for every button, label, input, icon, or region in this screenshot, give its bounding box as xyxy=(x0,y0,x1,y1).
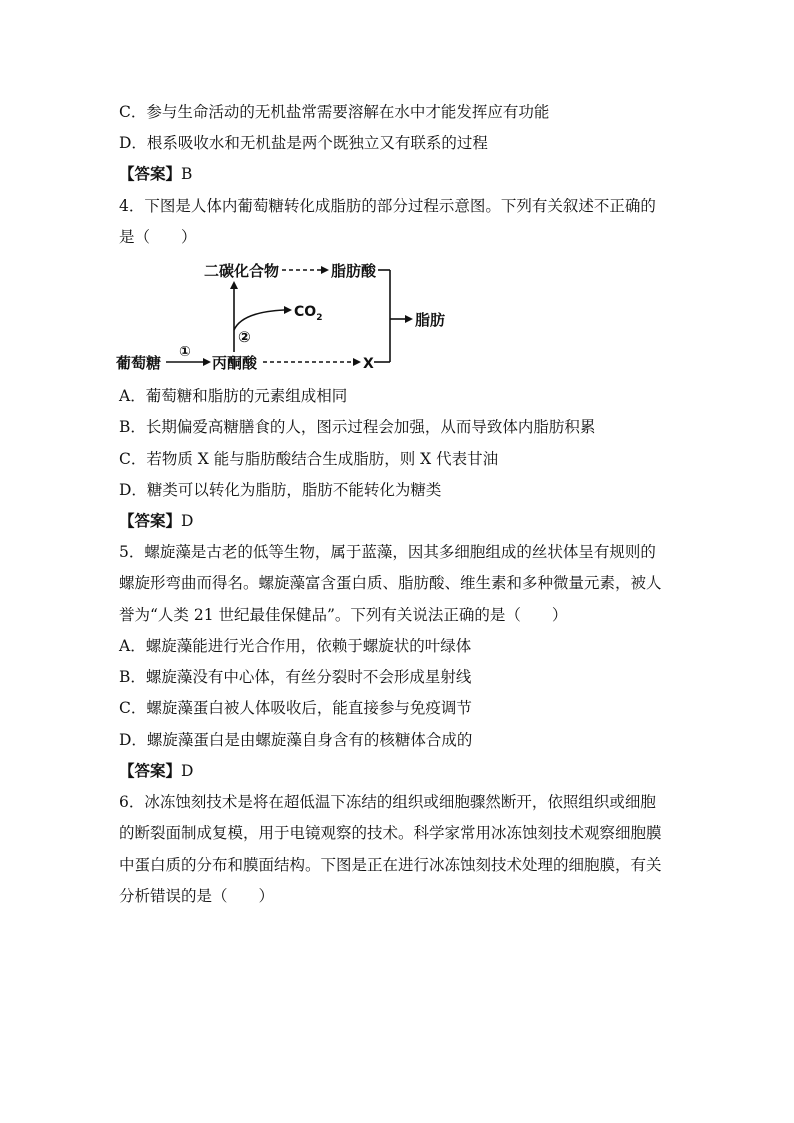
pyruvate-label: 丙酮酸 xyxy=(212,354,258,372)
prev-option-d: D．根系吸收水和无机盐是两个既独立又有联系的过程 xyxy=(119,134,488,152)
answer-label: 【答案】 xyxy=(119,511,182,530)
q6-stem-line3: 中蛋白质的分布和膜面结构。下图是正在进行冰冻蚀刻技术处理的细胞膜，有关 xyxy=(119,856,662,874)
q6-stem-line4: 分析错误的是（ ） xyxy=(119,887,275,905)
prev-answer xyxy=(119,164,192,184)
answer-value: D xyxy=(181,762,194,780)
answer-value: D xyxy=(181,512,194,530)
arrowhead xyxy=(284,306,292,314)
q4-stem-line2: 是（ ） xyxy=(119,228,197,246)
prev-option-c: C．参与生命活动的无机盐常需要溶解在水中才能发挥应有功能 xyxy=(119,103,550,121)
step-2-marker: ② xyxy=(238,328,251,346)
fatty-acid-label: 脂肪酸 xyxy=(331,262,377,280)
q5-option-a: A．螺旋藻能进行光合作用，依赖于螺旋状的叶绿体 xyxy=(119,637,472,655)
co2-label: $CO_2$ xyxy=(294,304,323,323)
q5-answer xyxy=(119,761,193,781)
answer-label: 【答案】 xyxy=(119,164,182,183)
q4-answer xyxy=(119,511,193,531)
q6-stem-line2: 的断裂面制成复模，用于电镜观察的技术。科学家常用冰冻蚀刻技术观察细胞膜 xyxy=(119,824,662,842)
x-label: X xyxy=(363,356,374,372)
q4-option-c: C．若物质 X 能与脂肪酸结合生成脂肪，则 X 代表甘油 xyxy=(119,450,499,468)
glucose-label: 葡萄糖 xyxy=(116,354,162,372)
q5-option-b: B．螺旋藻没有中心体，有丝分裂时不会形成星射线 xyxy=(119,668,472,686)
q4-option-a: A．葡萄糖和脂肪的元素组成相同 xyxy=(119,387,348,405)
two-carbon-label: 二碳化合物 xyxy=(204,262,280,280)
arrowhead xyxy=(203,358,211,366)
q5-stem-line1: 5．螺旋藻是古老的低等生物，属于蓝藻，因其多细胞组成的丝状体呈有规则的 xyxy=(119,543,656,561)
arrowhead xyxy=(321,266,329,274)
q4-stem-line1: 4．下图是人体内葡萄糖转化成脂肪的部分过程示意图。下列有关叙述不正确的 xyxy=(119,197,656,215)
q5-stem-line3: 誉为“人类 21 世纪最佳保健品”。下列有关说法正确的是（ ） xyxy=(119,606,568,624)
q5-option-c: C．螺旋藻蛋白被人体吸收后，能直接参与免疫调节 xyxy=(119,699,472,717)
q4-option-b: B．长期偏爱高糖膳食的人，图示过程会加强，从而导致体内脂肪积累 xyxy=(119,418,596,436)
arrowhead xyxy=(353,358,361,366)
step-1-marker: ① xyxy=(179,344,191,360)
fat-label: 脂肪 xyxy=(415,311,446,329)
arrowhead xyxy=(230,281,238,289)
answer-value: B xyxy=(181,165,193,183)
co2-release-arrow xyxy=(234,310,284,330)
q5-stem-line2: 螺旋形弯曲而得名。螺旋藻富含蛋白质、脂肪酸、维生素和多种微量元素，被人 xyxy=(119,574,662,592)
glucose-to-fat-diagram xyxy=(116,256,456,376)
q4-option-d: D．糖类可以转化为脂肪，脂肪不能转化为糖类 xyxy=(119,481,442,499)
q5-option-d: D．螺旋藻蛋白是由螺旋藻自身含有的核糖体合成的 xyxy=(119,731,473,749)
q6-stem-line1: 6．冰冻蚀刻技术是将在超低温下冻结的组织或细胞骤然断开，依照组织或细胞 xyxy=(119,793,656,811)
answer-label: 【答案】 xyxy=(119,761,182,780)
arrowhead xyxy=(405,315,413,323)
